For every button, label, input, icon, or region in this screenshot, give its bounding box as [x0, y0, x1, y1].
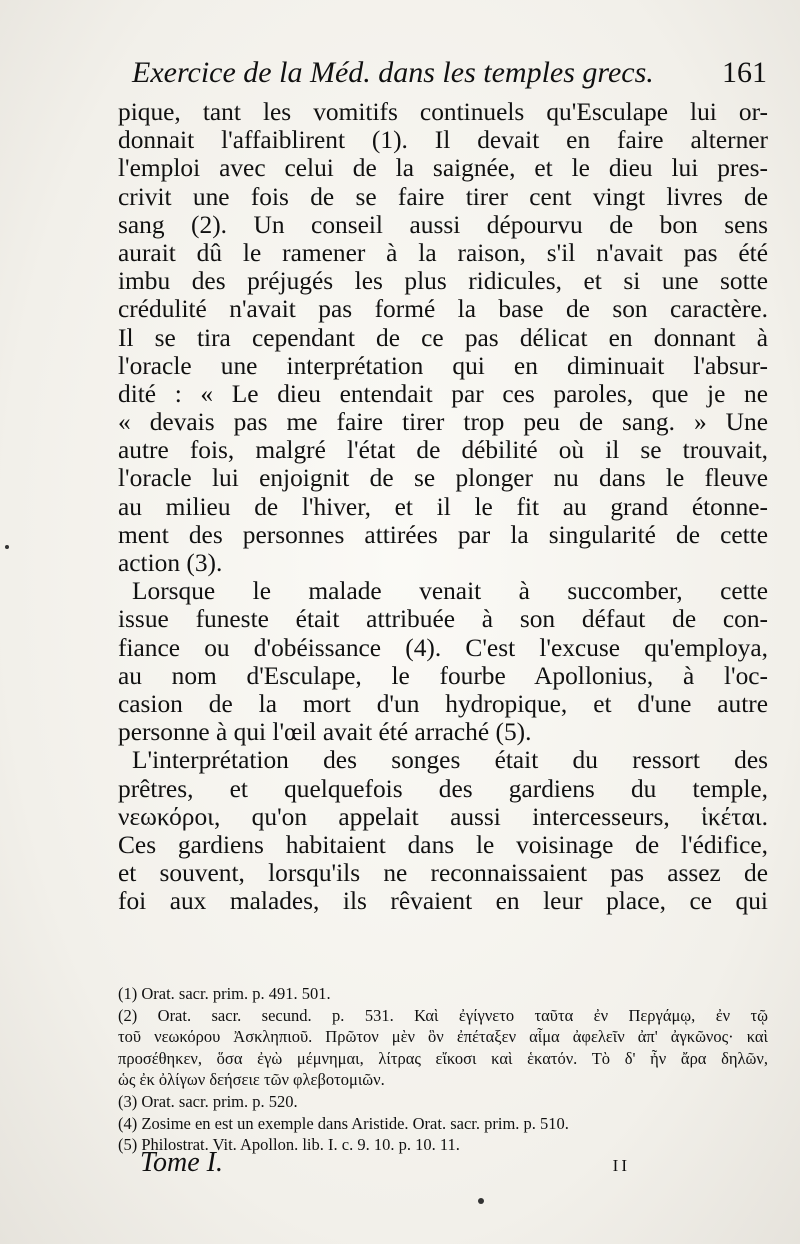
footnote: (1) Orat. sacr. prim. p. 491. 501.: [118, 984, 331, 1003]
signature-mark: II: [612, 1156, 630, 1175]
page-footer: [140, 1147, 630, 1179]
text-line: l'oracle lui enjoignit de se plonger nu dans le fleuve: [118, 464, 768, 493]
footnote-continuation: τοῦ νεωκόρου Ἀσκληπιοῦ. Πρῶτον μὲν ὃν ἐπέταξεν αἷμα ἀφελεῖν ἀπ' ἀγκῶνος· καὶ: [118, 1027, 768, 1047]
running-header: [132, 56, 767, 96]
text-line: foi aux malades, ils rêvaient en leur place, ce qui: [118, 887, 768, 916]
text-line: fiance ou d'obéissance (4). C'est l'excuse qu'employa,: [118, 633, 768, 662]
text-line: ment des personnes attirées par la singularité de cette: [118, 520, 768, 549]
footnote: (5) Philostrat. Vit. Apollon. lib. I. c. 9. 10. p. 10. 11.: [118, 1135, 460, 1155]
volume-label: Tome I.: [140, 1147, 223, 1178]
text-line: Lorsque le malade venait à succomber, cette: [132, 577, 768, 606]
text-line: au milieu de l'hiver, et il le fit au grand étonne-: [118, 492, 768, 521]
text-line: casion de la mort d'un hydropique, et d'une autre: [118, 689, 768, 718]
text-line: au nom d'Esculape, le fourbe Apollonius, à l'oc-: [118, 661, 768, 690]
text-line: L'interprétation des songes était du ressort des: [132, 746, 768, 775]
text-line: sang (2). Un conseil aussi dépourvu de bon sens: [118, 210, 768, 239]
text-line: l'emploi avec celui de la saignée, et le dieu lui pres-: [118, 154, 768, 183]
page-number: 161: [722, 56, 767, 89]
running-title: Exercice de la Méd. dans les temples grecs.: [132, 56, 654, 89]
ink-speck: [478, 1198, 484, 1204]
footnote-continuation: προσέθηκεν, ὅσα ἐγὼ μέμνημαι, λίτρας εἴκοσι καὶ ἑκατόν. Τὸ δ' ἦν ἄρα δηλῶν,: [118, 1048, 768, 1068]
footnotes: [118, 983, 768, 1156]
text-line: crivit une fois de se faire tirer cent vingt livres de: [118, 182, 768, 211]
text-line: νεωκόροι, qu'on appelait aussi intercesseurs, ἱκέται.: [118, 802, 768, 831]
text-line: donnait l'affaiblirent (1). Il devait en faire alterner: [118, 126, 768, 155]
footnote: (2) Orat. sacr. secund. p. 531. Καὶ ἐγίγνετο ταῦτα ἐν Περγάμῳ, ἐν τῷ: [118, 1005, 768, 1025]
text-line: prêtres, et quelquefois des gardiens du temple,: [118, 774, 768, 803]
text-line: aurait dû le ramener à la raison, s'il n'avait pas été: [118, 238, 768, 267]
main-text: [118, 98, 768, 915]
footnote: (3) Orat. sacr. prim. p. 520.: [118, 1091, 298, 1111]
ink-speck: [5, 545, 9, 549]
text-line: crédulité n'avait pas formé la base de son caractère.: [118, 295, 768, 324]
text-line: dité : « Le dieu entendait par ces paroles, que je ne: [118, 379, 768, 408]
footnote-continuation: ὡς ἐκ ὀλίγων δεήσειε τῶν φλεβοτομιῶν.: [118, 1070, 385, 1090]
text-line: Ces gardiens habitaient dans le voisinage de l'édifice,: [118, 830, 768, 859]
text-line: pique, tant les vomitifs continuels qu'Esculape lui or-: [118, 98, 768, 126]
text-line: action (3).: [118, 549, 223, 577]
text-line: l'oracle une interprétation qui en diminuait l'absur-: [118, 351, 768, 380]
text-line: personne à qui l'œil avait été arraché (5).: [118, 718, 532, 747]
footnote: (4) Zosime en est un exemple dans Aristide. Orat. sacr. prim. p. 510.: [118, 1113, 569, 1133]
text-line: Il se tira cependant de ce pas délicat en donnant à: [118, 323, 768, 352]
text-line: « devais pas me faire tirer trop peu de sang. » Une: [118, 408, 768, 437]
text-line: et souvent, lorsqu'ils ne reconnaissaient pas assez de: [118, 859, 768, 888]
text-line: autre fois, malgré l'état de débilité où il se trouvait,: [118, 436, 768, 465]
text-line: issue funeste était attribuée à son défaut de con-: [118, 605, 768, 634]
text-line: imbu des préjugés les plus ridicules, et si une sotte: [118, 267, 768, 296]
